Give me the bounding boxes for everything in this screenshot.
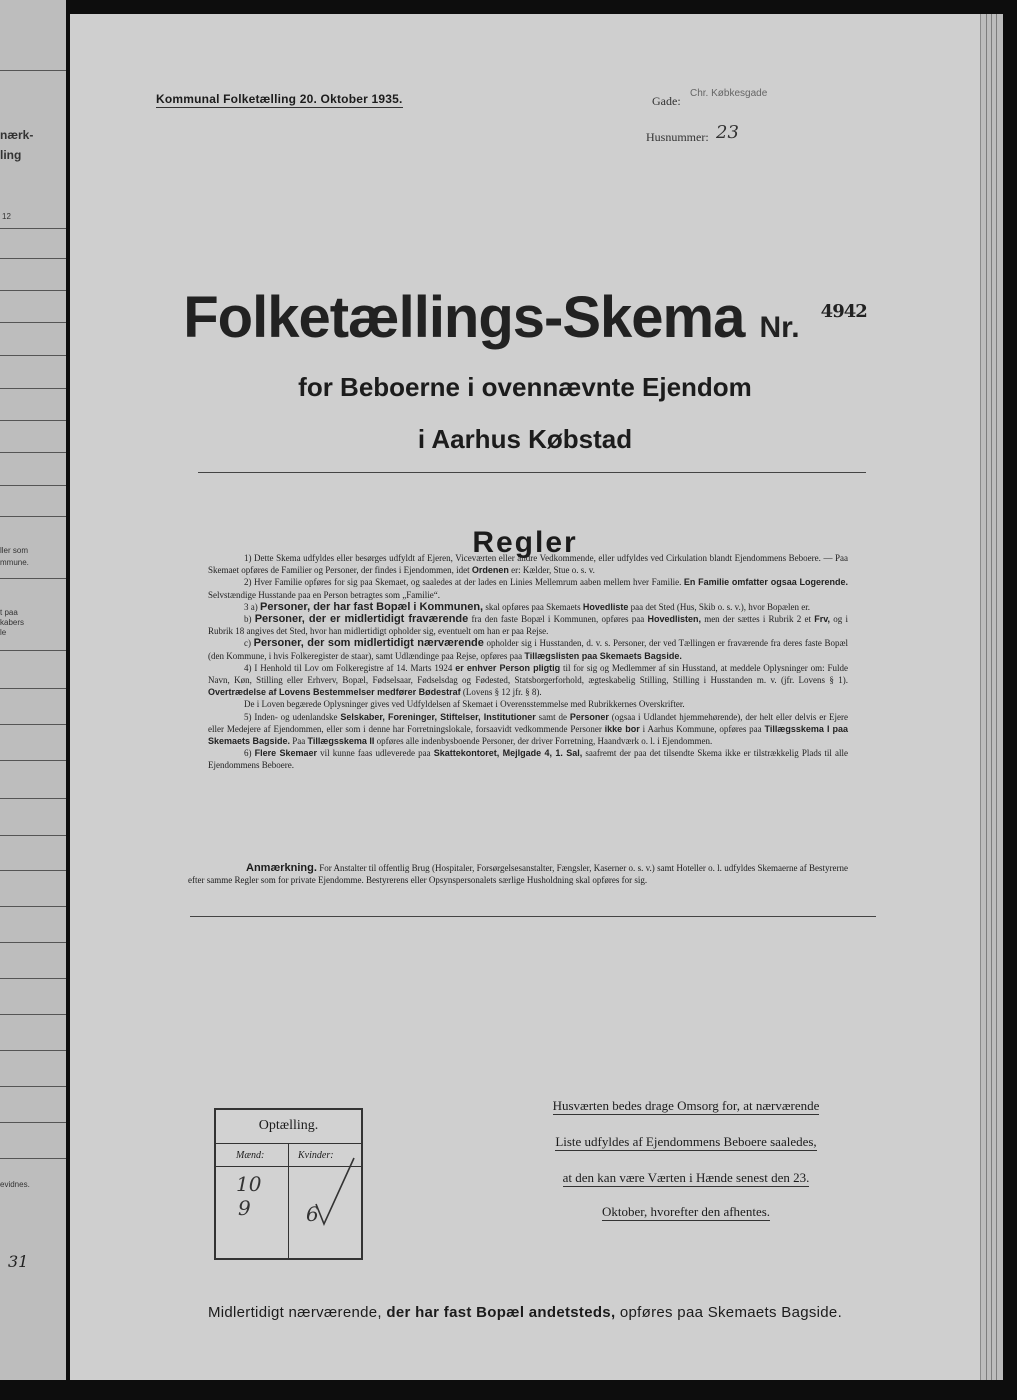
form-title <box>70 284 980 351</box>
rules-text <box>208 552 848 772</box>
left-page-rule <box>0 906 66 907</box>
left-page-rule <box>0 578 66 579</box>
women-label: Kvinder: <box>298 1150 334 1161</box>
right-page-edges <box>980 14 1003 1380</box>
street-value: Chr. Købkesgade <box>690 88 768 99</box>
left-page-rule <box>0 760 66 761</box>
left-page-rule <box>0 420 66 421</box>
notice-line: Husværten bedes drage Omsorg for, at nærværende <box>552 1098 820 1113</box>
left-page-rule <box>0 452 66 453</box>
house-number-label: Husnummer: <box>646 130 709 144</box>
street-label: Gade: <box>652 94 681 108</box>
form-title-main: Folketællings-Skema <box>183 285 745 350</box>
rule-3b: b) Personer, der er midlertidigt fraværende fra den faste Bopæl i Kommunen, opføres paa Hovedlisten, men der sættes i Rubrik 2 et Frv, og i Rubrik 18 angives det Sted, hvor han midlertidigt opholder sig, eventuelt om han er paa Rejse. <box>208 613 848 637</box>
left-page-rule <box>0 1014 66 1015</box>
left-page-fragment: evidnes. <box>0 1180 30 1189</box>
notice-line: at den kan være Værten i Hænde senest den 23. <box>562 1170 810 1185</box>
left-page-fragment: mmune. <box>0 558 29 567</box>
left-page-rule <box>0 870 66 871</box>
left-page-rule <box>0 355 66 356</box>
rule-4: 4) I Henhold til Lov om Folkeregistre af 14. Marts 1924 er enhver Person pligtig til for sig og Medlemmer af sin Husstand, at meddele Oplysninger om: Fulde Navn, Køn, Stilling eller Erhverv, Bopæl, Fødselsaar, Fødselsdag og Fødested, Statsborgerforhold, ægteskabelig Stilling, Stilling i Husstanden m. v. (jfr. Lovens § 1). Overtrædelse af Lovens Bestemmelser medfører Bødestraf (Lovens § 12 jfr. § 8). <box>208 662 849 698</box>
form-subtitle-city: i Aarhus Købstad <box>417 424 633 454</box>
left-page-rule <box>0 688 66 689</box>
checkmark-icon <box>314 1154 356 1228</box>
rule-2: 2) Hver Familie opføres for sig paa Skemaet, og saaledes at der lades en Linies Mellemrum aaben mellem hver Familie. En Familie omfatter ogsaa Logerende. Selvstændige Husstande paa en Person betragtes som „Familie“. <box>208 577 848 600</box>
left-page-fragment: ling <box>0 148 22 162</box>
left-facing-page <box>0 0 66 1380</box>
left-page-fragment: t paa <box>0 608 18 617</box>
left-page-fragment: le <box>0 628 7 637</box>
form-subtitle: for Beboerne i ovennævnte Ejendom <box>298 372 752 402</box>
house-number-value: 23 <box>716 122 739 143</box>
left-page-rule <box>0 1122 66 1123</box>
left-page-rule <box>0 388 66 389</box>
left-page-rule <box>0 290 66 291</box>
left-page-fragment: 12 <box>2 212 11 221</box>
left-page-fragment: kabers <box>0 618 25 627</box>
left-page-fragment: nærk- <box>0 128 34 142</box>
left-page-rule <box>0 798 66 799</box>
remark-lead: Anmærkning. <box>246 862 317 874</box>
form-number-label: Nr. <box>759 311 800 344</box>
left-page-rule <box>0 485 66 486</box>
divider <box>198 472 866 473</box>
left-page-rule <box>0 1086 66 1087</box>
left-page-rule <box>0 516 66 517</box>
left-page-rule <box>0 228 66 229</box>
left-page-rule <box>0 724 66 725</box>
left-page-rule <box>0 835 66 836</box>
left-page-rule <box>0 70 66 71</box>
census-header: Kommunal Folketælling 20. Oktober 1935. <box>156 92 403 106</box>
count-box-title: Optælling. <box>258 1118 319 1133</box>
remark <box>188 862 848 886</box>
rule-4-continued: De i Loven begærede Oplysninger gives ved Udfyldelsen af Skemaet i Overensstemmelse med Rubrikkernes Overskrifter. <box>244 699 685 710</box>
count-box <box>214 1108 363 1260</box>
rules-heading: Regler <box>472 526 578 559</box>
census-form-page <box>70 14 980 1380</box>
left-page-rule <box>0 650 66 651</box>
rule-5: 5) Inden- og udenlandske Selskaber, Foreninger, Stiftelser, Institutioner samt de Personer (ogsaa i Udlandet hjemmehørende), der helt eller delvis er Ejere eller Medejere af Ejendommen, eller som i denne har Forretningslokale, forsaavidt vedkommende Personer ikke bor i Aarhus Kommune, opføres paa Tillægsskema I paa Skemaets Bagside. Paa Tillægsskema II opføres alle indenbysboende Personer, der driver Forretning, Haandværk o. l. i Ejendommen. <box>208 711 849 747</box>
left-page-rule <box>0 258 66 259</box>
rule-3c: c) Personer, der som midlertidigt nærværende opholder sig i Husstanden, d. v. s. Personer, der ved Tællingen er fraværende fra deres faste Bopæl (den Kommune, i hvis Folkeregister de staar), samt Udlændinge paa Rejse, opføres paa Tillægslisten paa Skemaets Bagside. <box>208 637 849 661</box>
left-page-rule <box>0 1050 66 1051</box>
divider <box>190 916 876 917</box>
rule-1: 1) Dette Skema udfyldes eller besørges udfyldt af Ejeren, Viceværten eller andre Vedkommende, eller udfyldes ved Cirkulation blandt Ejendommens Beboere. — Paa Skemaet opføres de Familier og Personer, der findes i Ejendommen, idet Ordenen er: Kælder, Stue o. s. v. <box>208 553 848 576</box>
rule-6: 6) Flere Skemaer vil kunne faas udleverede paa Skattekontoret, Mejlgade 4, 1. Sal, saafremt der paa det tilsendte Skema ikke er tilstrækkelig Plads til alle Ejendommens Beboere. <box>208 748 849 771</box>
left-page-rule <box>0 1158 66 1159</box>
left-page-fragment: ller som <box>0 546 29 555</box>
left-page-rule <box>0 322 66 323</box>
notice-line: Liste udfyldes af Ejendommens Beboere saaledes, <box>555 1134 817 1149</box>
rule-3a: 3 a) Personer, der har fast Bopæl i Kommunen, skal opføres paa Skemaets Hovedliste paa det Sted (Hus, Skib o. s. v.), hvor Bopælen er. <box>244 600 811 613</box>
form-number-value: 4942 <box>820 300 867 322</box>
remark-text: For Anstalter til offentlig Brug (Hospitaler, Forsørgelsesanstalter, Fængsler, Kaserner o. s. v.) samt Hoteller o. l. udfyldes Skemaerne af Bestyrerne efter samme Regler som for private Ejendomme. Bestyrerens eller Opsynspersonalets særlige Husholdning skal opføres for sig. <box>188 863 849 886</box>
men-count-corrected: 9 <box>238 1196 251 1220</box>
women-count: 6 <box>306 1202 319 1226</box>
footer-note: Midlertidigt nærværende, der har fast Bopæl andetsteds, opføres paa Skemaets Bagside. <box>207 1304 843 1321</box>
men-count-initial: 10 <box>236 1172 262 1196</box>
left-page-handwritten-number: 31 <box>8 1252 29 1271</box>
left-page-rule <box>0 978 66 979</box>
men-label: Mænd: <box>236 1150 265 1161</box>
notice-line: Oktober, hvorefter den afhentes. <box>601 1204 771 1219</box>
left-page-rule <box>0 942 66 943</box>
